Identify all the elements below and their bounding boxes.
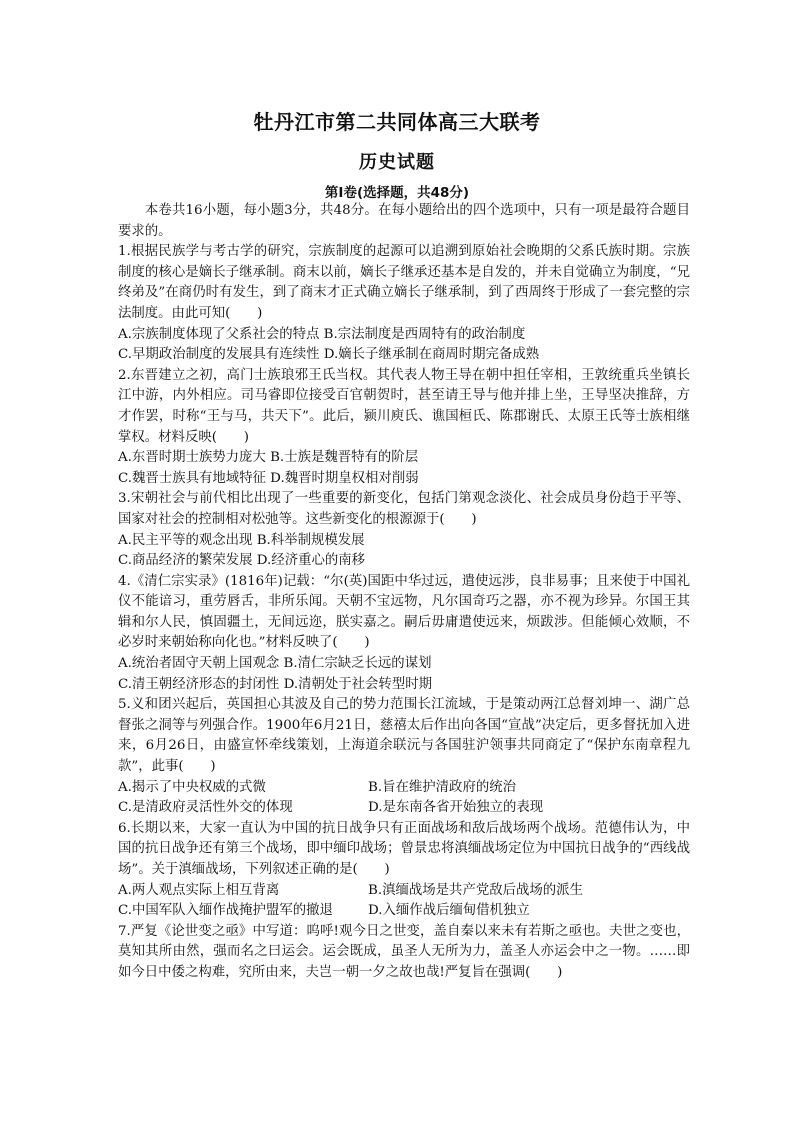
option-row bbox=[118, 901, 690, 922]
question-option: D.入缅作战后缅甸借机独立 bbox=[368, 903, 530, 919]
question-option: C.清王朝经济形态的封闭性 D.清朝处于社会转型时期 bbox=[118, 676, 432, 692]
question-stem: 2.东晋建立之初，高门士族琅邪王氏当权。其代表人物王导在朝中担任宰相，王敦统重兵坐镇长江中游，内外相应。司马睿即位接受百官朝贺时，甚至请王导与他并排上坐，王导坚决推辞，方才作罢，时称“王与马，共天下”。此后，颍川庾氏、谯国桓氏、陈郡谢氏、太原王氏等士族相继掌权。材料反映( ) bbox=[118, 367, 690, 445]
question-option: B.滇缅战场是共产党敌后战场的派生 bbox=[368, 882, 583, 898]
question-option: A.民主平等的观念出现 B.科举制规模发展 bbox=[118, 532, 365, 548]
question-stem: 6.长期以来，大家一直认为中国的抗日战争只有正面战场和敌后战场两个战场。范德伟认为，中国的抗日战争还有第三个战场，即中缅印战场；曾景忠将滇缅战场定位为中国抗日战争的“西线战场”。关于滇缅战场，下列叙述正确的是( ) bbox=[118, 820, 690, 877]
question-stem: 4.《清仁宗实录》(1816年)记载：“尔(英)国距中华过远，遣使远涉，良非易事；且来使于中国礼仪不能谙习，重劳唇舌，非所乐闻。天朝不宝远物，凡尔国奇巧之器，亦不视为珍异。尔国王其辑和尔人民，慎固疆土，无间远迩，朕实嘉之。嗣后毋庸遣使远来，烦跋涉。但能倾心效顺，不必岁时来朝始称向化也。”材料反映了( ) bbox=[118, 573, 690, 651]
question-stem: 5.义和团兴起后，英国担心其波及自己的势力范围长江流域，于是策动两江总督刘坤一、湖广总督张之洞等与列强合作。1900年6月21日，慈禧太后作出向各国“宣战”决定后，更多督抚加入进来，6月26日，由盛宣怀牵线策划，上海道余联沅与各国驻沪领事共同商定了“保护东南章程九款”，此事( ) bbox=[118, 697, 690, 775]
option-row bbox=[118, 798, 690, 819]
question-option: A.两人观点实际上相互背离 bbox=[118, 882, 280, 898]
question-stem: 3.宋朝社会与前代相比出现了一些重要的新变化，包括门第观念淡化、社会成员身份趋于平等、国家对社会的控制相对松弛等。这些新变化的根源源于( ) bbox=[118, 491, 690, 527]
subject-title: 历史试题 bbox=[359, 152, 435, 173]
question-option: A.东晋时期士族势力庞大 B.士族是魏晋特有的阶层 bbox=[118, 450, 419, 466]
question-option: C.魏晋士族具有地域特征 D.魏晋时期皇权相对削弱 bbox=[118, 470, 419, 486]
question-stem: 1.根据民族学与考古学的研究，宗族制度的起源可以追溯到原始社会晚期的父系氏族时期。宗族制度的核心是嫡长子继承制。商末以前，嫡长子继承还基本是自发的，并未自觉确立为制度，“兄终弟及”在商仍时有发生，到了商末才正式确立嫡长子继承制，到了西周终于形成了一套完整的宗法制度。由此可知( ) bbox=[118, 244, 690, 321]
option-row bbox=[118, 881, 690, 902]
question-option: D.是东南各省开始独立的表现 bbox=[368, 800, 544, 816]
exam-body bbox=[118, 201, 690, 984]
question-option: B.旨在维护清政府的统治 bbox=[368, 779, 517, 795]
exam-title: 牡丹江市第二共同体高三大联考 bbox=[253, 110, 541, 134]
instructions: 本卷共16小题，每小题3分，共48分。在每小题给出的四个选项中，只有一项是最符合题目要求的。 bbox=[118, 203, 690, 239]
section-heading: 第Ⅰ卷(选择题，共48分) bbox=[324, 185, 470, 201]
question-option: A.宗族制度体现了父系社会的特点 B.宗法制度是西周特有的政治制度 bbox=[118, 326, 526, 342]
question-option: C.早期政治制度的发展具有连续性 D.嫡长子继承制在商周时期完备成熟 bbox=[118, 347, 540, 363]
option-row bbox=[118, 778, 690, 799]
question-option: C.是清政府灵活性外交的体现 bbox=[118, 800, 293, 816]
question-option: C.商品经济的繁荣发展 D.经济重心的南移 bbox=[118, 553, 366, 569]
question-stem: 7.严复《论世变之亟》中写道：呜呼!观今日之世变，盖自秦以来未有若斯之亟也。夫世之变也，莫知其所由然，强而名之曰运会。运会既成，虽圣人无所为力，盖圣人亦运会中之一物。……即如今日中倭之构难，究所由来，夫岂一朝一夕之故也哉!严复旨在强调( ) bbox=[118, 923, 690, 980]
question-option: C.中国军队入缅作战掩护盟军的撤退 bbox=[118, 903, 333, 919]
question-option: A.揭示了中央权威的式微 bbox=[118, 779, 266, 795]
question-option: A.统治者固守天朝上国观念 B.清仁宗缺乏长远的谋划 bbox=[118, 656, 432, 672]
